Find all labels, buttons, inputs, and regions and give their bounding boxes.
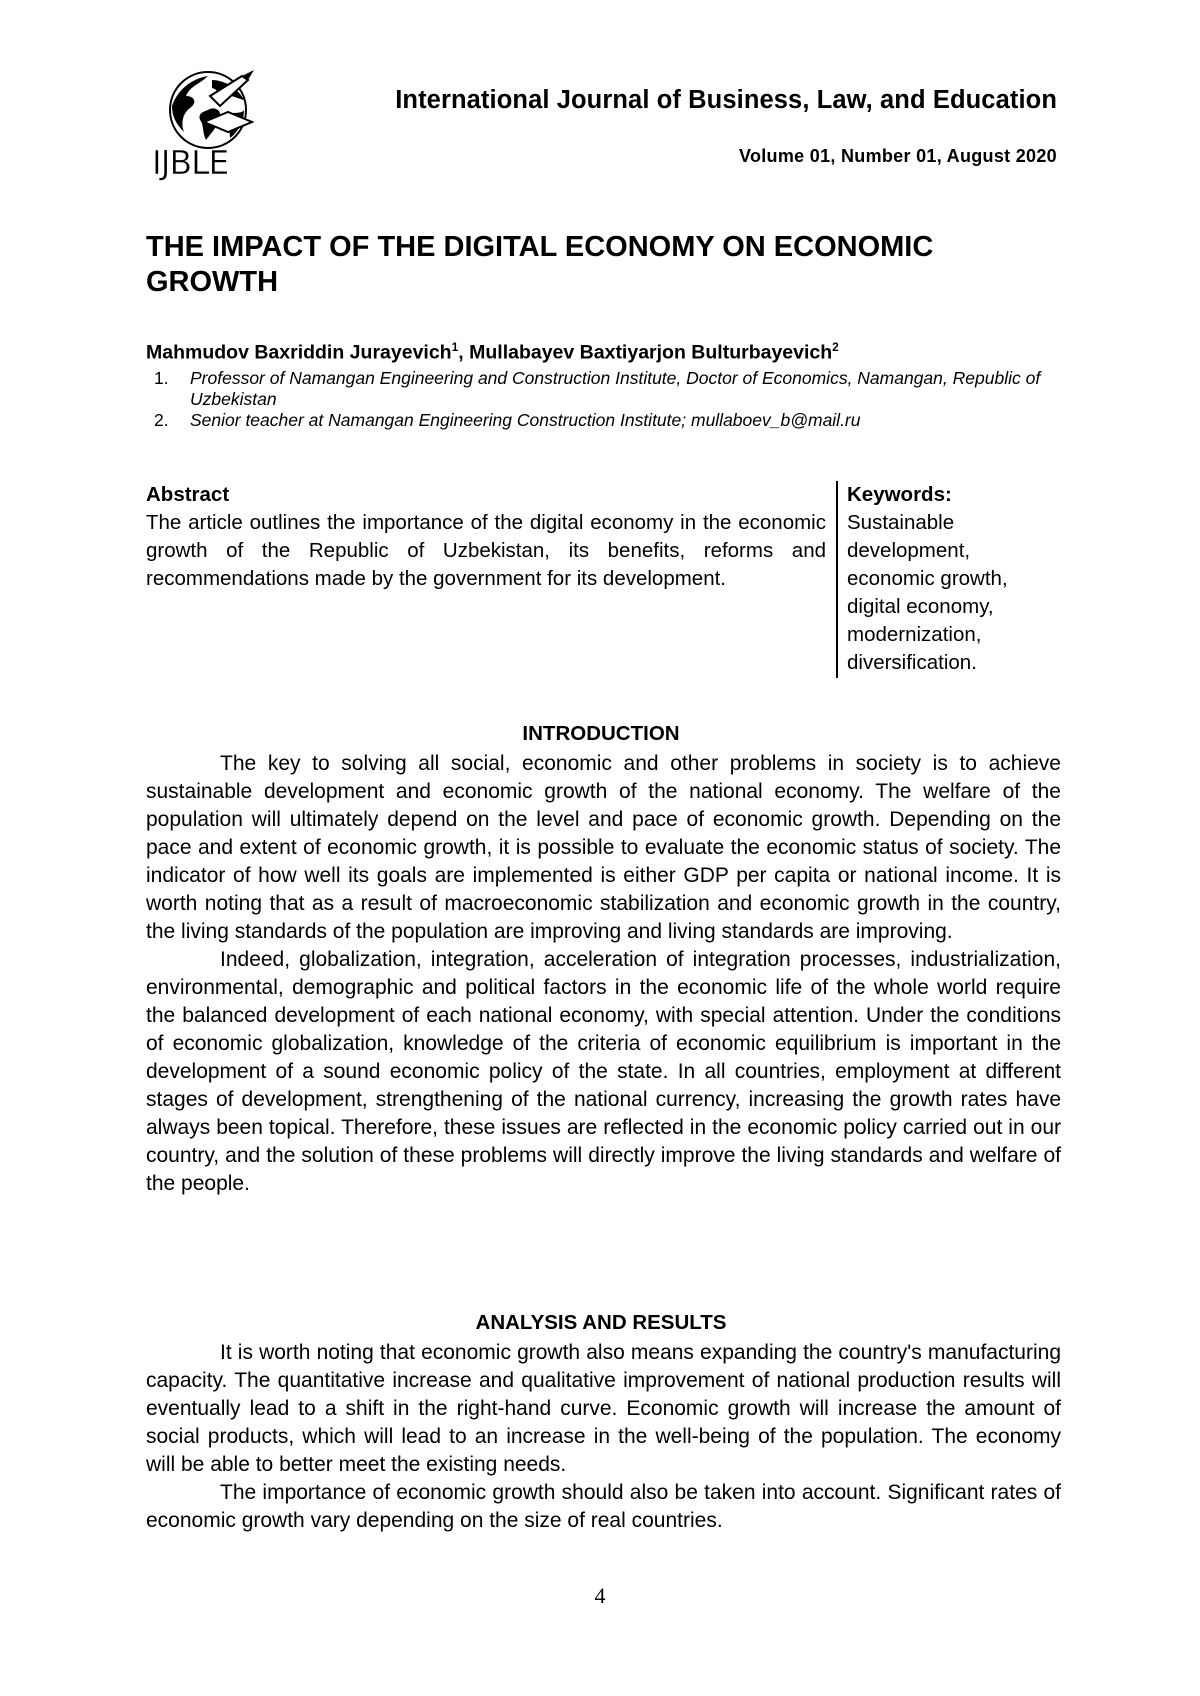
abstract-text: The article outlines the importance of the digital economy in the economic growth of the Republic of Uzbekistan, its benefits, reforms and recommendations made by the government for its development. xyxy=(146,511,826,590)
keywords-heading: Keywords: xyxy=(847,483,952,506)
abstract-heading: Abstract xyxy=(146,483,230,506)
body-paragraph: It is worth noting that economic growth also means expanding the country's manufacturing capacity. The quantitative increase and qualitative improvement of national production results will eventually lead to a shift in the right-hand curve. Economic growth will increase the amount of social products, which will lead to an increase in the well-being of the population. The economy will be able to better meet the existing needs. xyxy=(146,1341,1061,1476)
keyword-item: modernization, xyxy=(847,623,982,646)
body-paragraph: The importance of economic growth should also be taken into account. Significant rates of economic growth vary depending on the size of real countries. xyxy=(146,1481,1061,1532)
logo-lettering: IJBLE xyxy=(152,143,229,182)
keywords-section xyxy=(847,481,1062,677)
author-name: Mullabayev Baxtiyarjon Bulturbayevich xyxy=(469,341,833,364)
body-paragraph: Indeed, globalization, integration, acceleration of integration processes, industrialization, environmental, demographic and political factors in the economic life of the whole world require the balanced development of each national economy, with special attention. Under the conditions of economic globalization, knowledge of the criteria of economic equilibrium is important in the development of a sound economic policy of the state. In all countries, employment at different stages of development, strengthening of the national currency, increasing the growth rates have always been topical. Therefore, these issues are reflected in the economic policy carried out in our country, and the solution of these problems will directly improve the living standards and welfare of the people. xyxy=(146,948,1061,1195)
author-separator: , xyxy=(458,341,470,364)
affiliation-number: 1. xyxy=(154,368,169,388)
analysis-body xyxy=(146,1339,1061,1535)
keyword-item: digital economy, xyxy=(847,595,994,618)
affiliation-item xyxy=(146,368,1056,410)
keyword-item: diversification. xyxy=(847,651,977,674)
keyword-item: Sustainable development, xyxy=(847,511,971,562)
journal-logo xyxy=(150,66,275,184)
globe-quill-logo-icon xyxy=(150,66,275,184)
journal-issue-line: Volume 01, Number 01, August 2020 xyxy=(738,146,1057,166)
affiliation-list xyxy=(146,368,1056,431)
keywords-divider xyxy=(836,481,838,678)
keyword-item: economic growth, xyxy=(847,567,1008,590)
introduction-body xyxy=(146,750,1061,1198)
author-list xyxy=(146,340,1056,365)
journal-title: International Journal of Business, Law, and Education xyxy=(395,86,1057,114)
body-paragraph: The key to solving all social, economic and other problems in society is to achieve sustainable development and economic growth of the national economy. The welfare of the population will ultimately depend on the level and pace of economic growth. Depending on the pace and extent of economic growth, it is possible to evaluate the economic status of society. The indicator of how well its goals are implemented is either GDP per capita or national income. It is worth noting that as a result of macroeconomic stabilization and economic growth in the country, the living standards of the population are improving and living standards are improving. xyxy=(146,752,1061,943)
abstract-section xyxy=(146,481,826,593)
section-heading-introduction: INTRODUCTION xyxy=(522,722,680,745)
author-name: Mahmudov Baxriddin Jurayevich xyxy=(146,341,452,364)
affiliation-number: 2. xyxy=(154,410,169,430)
article-title: THE IMPACT OF THE DIGITAL ECONOMY ON ECONOMIC GROWTH xyxy=(146,231,934,298)
page-number: 4 xyxy=(594,1583,606,1608)
author-affiliation-marker: 1 xyxy=(451,340,459,354)
affiliation-text: Senior teacher at Namangan Engineering Construction Institute; mullaboev_b@mail.ru xyxy=(190,410,861,430)
author-affiliation-marker: 2 xyxy=(832,340,839,354)
section-heading-analysis: ANALYSIS AND RESULTS xyxy=(475,1311,727,1334)
affiliation-item xyxy=(146,410,1056,431)
affiliation-text: Professor of Namangan Engineering and Construction Institute, Doctor of Economics, Namangan, Republic of Uzbekistan xyxy=(190,368,1041,409)
